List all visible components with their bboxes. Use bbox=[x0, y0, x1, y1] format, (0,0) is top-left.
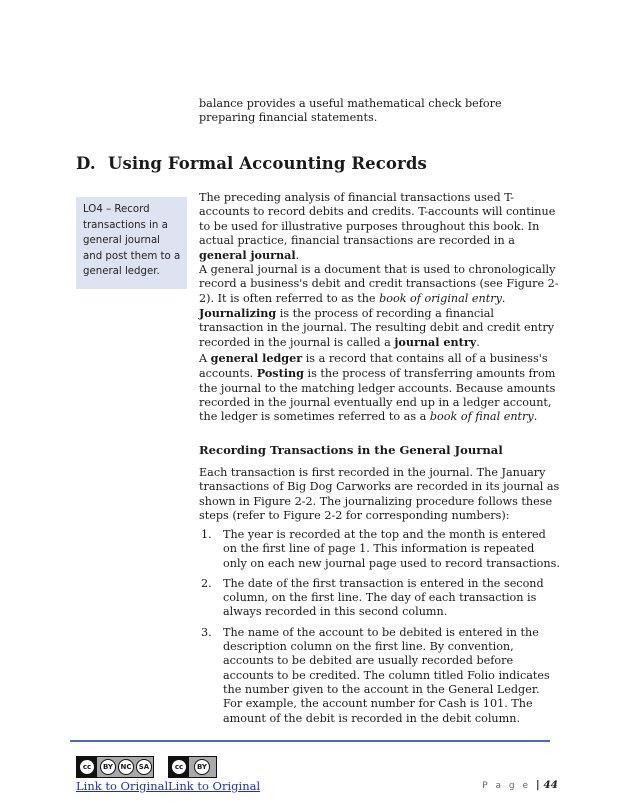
page-number: | 44 bbox=[535, 779, 558, 791]
section-letter: D. bbox=[76, 154, 96, 173]
text-span: . bbox=[533, 410, 538, 424]
noncommercial-icon: NC bbox=[118, 759, 134, 775]
bold-term: Posting bbox=[256, 366, 304, 381]
paragraph-general-journal-definition bbox=[199, 263, 561, 351]
journalizing-steps-list bbox=[199, 528, 561, 726]
text-span: A general journal is a document that is used to chronologically record a business's debit and credit transactions (see Figure 2-2). It is often referred to as the bbox=[199, 263, 559, 305]
section-title: Using Formal Accounting Records bbox=[108, 154, 427, 173]
attribution-icon: BY bbox=[100, 759, 116, 775]
list-item bbox=[199, 528, 561, 571]
link-to-original-1[interactable]: Link to Original bbox=[76, 779, 169, 793]
italic-term: book of original entry bbox=[379, 291, 502, 305]
list-item-text: The year is recorded at the top and the month is entered on the first line of page 1. This information is repeated only on each new journal page used to record transactions. bbox=[223, 528, 560, 570]
link-to-original-2[interactable]: Link to Original bbox=[168, 779, 261, 793]
list-item bbox=[199, 577, 561, 620]
text-span: . bbox=[295, 249, 300, 263]
bold-term: general ledger bbox=[210, 351, 303, 365]
list-number: 1. bbox=[201, 528, 212, 541]
text-span: is the process of recording a financial transaction in the journal. The resulting debit and credit entry recorded in the journal is called a bbox=[199, 306, 555, 350]
cc-logo-icon: cc bbox=[77, 757, 97, 777]
text-span: . bbox=[501, 291, 506, 305]
paragraph-general-ledger bbox=[199, 351, 561, 424]
paragraph-general-journal-intro bbox=[199, 191, 561, 263]
bold-term: general journal bbox=[199, 248, 296, 263]
page-footer bbox=[482, 779, 558, 791]
list-item bbox=[199, 626, 561, 726]
list-number: 2. bbox=[201, 576, 212, 590]
bold-term: Journalizing bbox=[199, 305, 277, 320]
text-span: . bbox=[476, 336, 480, 350]
attribution-icon: BY bbox=[194, 759, 210, 775]
text-span: is the process of transferring amounts from the journal to the matching ledger accounts. Because amounts recorded in the journal eventually end up in a ledger account, the ledger is sometimes referred to as a bbox=[199, 367, 556, 424]
footer-divider bbox=[70, 740, 550, 742]
list-item-text: The date of the first transaction is entered in the second column, on the first line. The day of each transaction is always recorded in this second column. bbox=[223, 576, 544, 619]
text-span: is a record that contains all of a business's accounts. bbox=[199, 352, 548, 381]
learning-objective-box: LO4 – Record transactions in a general journal and post them to a general ledger. bbox=[76, 197, 187, 289]
text-span: The preceding analysis of financial transactions used T-accounts to record debits and credits. T-accounts will continue to be used for illustrative purposes throughout this book. In actual practice, financial transactions are recorded in a bbox=[199, 191, 556, 247]
cc-by-nc-sa-badge bbox=[76, 756, 154, 778]
text-span: A bbox=[199, 352, 211, 365]
list-item-text: The name of the account to be debited is entered in the description column on the first line. By convention, accounts to be debited are usually recorded before accounts to be credited. The column titled Folio indicates the number given to the account in the General Ledger. For example, the account number for Cash is 101. The amount of the debit is recorded in the debit column. bbox=[223, 625, 550, 725]
cc-logo-icon: cc bbox=[169, 757, 189, 777]
paragraph-journalizing-steps-intro: Each transaction is first recorded in the journal. The January transactions of Big Dog Carworks are recorded in its journal as shown in Figure 2-2. The journalizing procedure follows these steps (refer to Figure 2-2 for corresponding numbers): bbox=[199, 466, 560, 522]
cc-by-badge bbox=[168, 756, 217, 778]
list-number: 3. bbox=[201, 625, 212, 639]
page-label: P a g e bbox=[482, 781, 531, 791]
section-heading bbox=[76, 154, 427, 173]
sharealike-icon: SA bbox=[136, 759, 152, 775]
subheading-recording-transactions: Recording Transactions in the General Journal bbox=[199, 443, 503, 457]
italic-term: book of final entry bbox=[429, 410, 534, 424]
intro-paragraph: balance provides a useful mathematical check before preparing financial statements. bbox=[199, 97, 502, 125]
bold-term: journal entry bbox=[394, 335, 477, 350]
